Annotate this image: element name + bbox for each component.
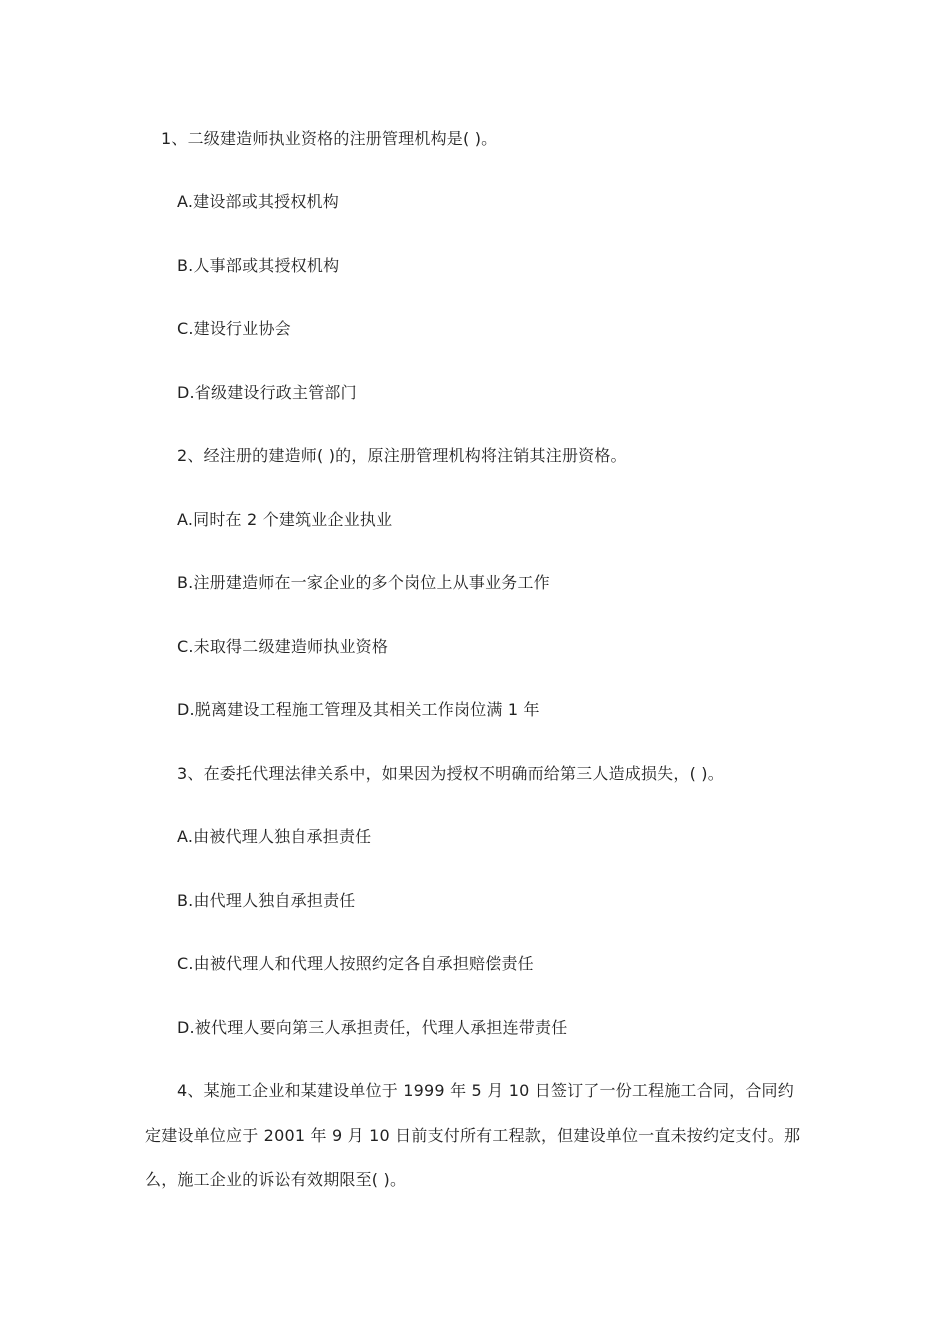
- question-2-option-a: A.同时在 2 个建筑业企业执业: [177, 510, 393, 529]
- question-3-option-b: B.由代理人独自承担责任: [177, 891, 356, 910]
- question-3-option-c: C.由被代理人和代理人按照约定各自承担赔偿责任: [177, 954, 534, 973]
- question-1-option-c: C.建设行业协会: [177, 319, 291, 338]
- question-1-option-a: A.建设部或其授权机构: [177, 192, 339, 211]
- question-1-option-b: B.人事部或其授权机构: [177, 256, 340, 275]
- question-2-option-b: B.注册建造师在一家企业的多个岗位上从事业务工作: [177, 573, 550, 592]
- question-3-option-d: D.被代理人要向第三人承担责任，代理人承担连带责任: [177, 1018, 568, 1037]
- question-2-stem: 2、经注册的建造师( )的，原注册管理机构将注销其注册资格。: [177, 446, 627, 465]
- question-4-stem-line-3: 么，施工企业的诉讼有效期限至( )。: [145, 1170, 407, 1189]
- question-4-stem-line-2: 定建设单位应于 2001 年 9 月 10 日前支付所有工程款，但建设单位一直未按约定支付。那: [145, 1126, 801, 1145]
- question-2-option-d: D.脱离建设工程施工管理及其相关工作岗位满 1 年: [177, 700, 540, 719]
- question-1-stem: 1、二级建造师执业资格的注册管理机构是( )。: [161, 129, 498, 148]
- question-1-option-d: D.省级建设行政主管部门: [177, 383, 357, 402]
- question-2-option-c: C.未取得二级建造师执业资格: [177, 637, 389, 656]
- question-3-stem: 3、在委托代理法律关系中，如果因为授权不明确而给第三人造成损失，( )。: [177, 764, 724, 783]
- question-3-option-a: A.由被代理人独自承担责任: [177, 827, 372, 846]
- question-4-stem-line-1: 4、某施工企业和某建设单位于 1999 年 5 月 10 日签订了一份工程施工合同，合同约: [177, 1081, 794, 1100]
